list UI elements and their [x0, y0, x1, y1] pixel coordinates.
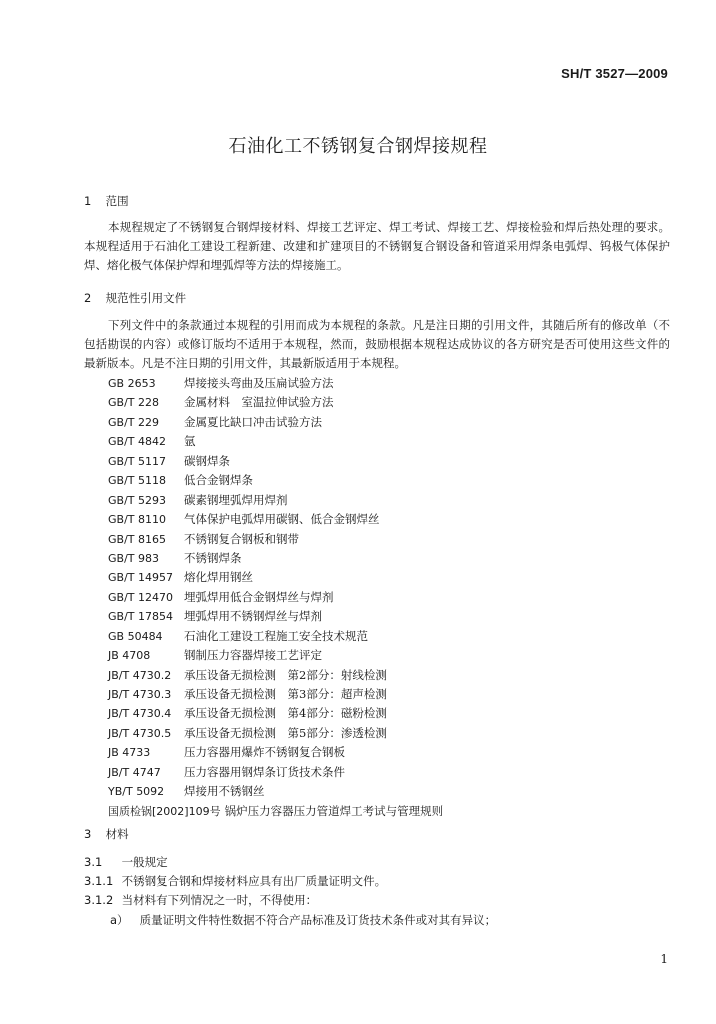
clause-3-1-2 [84, 892, 317, 908]
reference-code: JB 4733 [108, 746, 151, 760]
reference-code: GB/T 5117 [108, 454, 166, 468]
list-item-a [110, 912, 496, 928]
section-1-number: 1 [84, 194, 92, 208]
reference-title: 低合金钢焊条 [184, 473, 253, 488]
section-1-paragraph: 本规程规定了不锈钢复合钢焊接材料、焊接工艺评定、焊工考试、焊接工艺、焊接检验和焊后热处理的要求。本规程适用于石油化工建设工程新建、改建和扩建项目的不锈钢复合钢设备和管道采用焊条电弧焊、钨极气体保护焊、熔化极气体保护焊和埋弧焊等方法的焊接施工。 [84, 220, 670, 272]
reference-item [108, 744, 443, 763]
section-2-title: 规范性引用文件 [105, 291, 187, 305]
reference-title: 锅炉压力容器压力管道焊工考试与管理规则 [224, 803, 444, 818]
reference-code: GB/T 228 [108, 396, 159, 410]
reference-code: GB/T 4842 [108, 435, 166, 449]
section-1-title: 范围 [105, 194, 129, 208]
clause-text: 不锈钢复合钢和焊接材料应具有出厂质量证明文件。 [121, 874, 387, 888]
reference-item [108, 647, 443, 666]
reference-title: 焊接用不锈钢丝 [184, 784, 265, 799]
reference-item [108, 725, 443, 744]
reference-item [108, 550, 443, 569]
clause-text: 当材料有下列情况之一时，不得使用： [121, 893, 318, 907]
item-label: a） [110, 913, 129, 927]
reference-code: JB/T 4730.5 [108, 726, 172, 740]
reference-code: GB/T 229 [108, 415, 159, 429]
reference-code: YB/T 5092 [108, 785, 165, 799]
section-3-number: 3 [84, 827, 92, 841]
reference-list [108, 375, 443, 822]
section-2-number: 2 [84, 291, 92, 305]
reference-item [108, 803, 443, 822]
reference-item [108, 414, 443, 433]
reference-code: GB/T 17854 [108, 610, 173, 624]
reference-code: GB/T 8110 [108, 513, 166, 527]
clause-number: 3.1 [84, 855, 103, 869]
page-number: 1 [660, 952, 668, 966]
reference-title: 氩 [184, 434, 196, 449]
reference-code: GB/T 5118 [108, 474, 166, 488]
reference-item [108, 472, 443, 491]
reference-item [108, 608, 443, 627]
reference-item [108, 628, 443, 647]
reference-item [108, 394, 443, 413]
document-title: 石油化工不锈钢复合钢焊接规程 [228, 136, 488, 157]
reference-code: JB/T 4730.3 [108, 688, 172, 701]
reference-title: 气体保护电弧焊用碳钢、低合金钢焊丝 [184, 512, 380, 527]
reference-item [108, 492, 443, 511]
reference-title: 承压设备无损检测 第5部分：渗透检测 [184, 725, 387, 740]
clause-number: 3.1.1 [84, 874, 114, 888]
reference-code: GB 2653 [108, 377, 156, 390]
reference-code: 国质检锅[2002]109号 [108, 804, 221, 818]
section-1-heading [84, 193, 129, 209]
clause-text: 一般规定 [121, 855, 168, 869]
reference-title: 碳素钢埋弧焊用焊剂 [184, 492, 288, 507]
item-text: 质量证明文件特性数据不符合产品标准及订货技术条件或对其有异议； [139, 913, 497, 927]
reference-code: JB 4708 [108, 649, 151, 663]
reference-title: 承压设备无损检测 第3部分：超声检测 [184, 687, 387, 701]
reference-item [108, 531, 443, 550]
section-3-heading [84, 826, 129, 842]
reference-title: 压力容器用钢焊条订货技术条件 [184, 764, 345, 779]
reference-item [108, 667, 443, 686]
reference-code: GB/T 8165 [108, 532, 166, 546]
section-2-heading [84, 290, 186, 306]
reference-code: JB/T 4747 [108, 765, 161, 779]
reference-title: 钢制压力容器焊接工艺评定 [184, 648, 322, 663]
reference-title: 不锈钢复合钢板和钢带 [184, 531, 299, 546]
clause-3-1-1 [84, 873, 386, 889]
section-3-title: 材料 [105, 827, 129, 841]
reference-item [108, 705, 443, 724]
reference-code: JB/T 4730.4 [108, 707, 172, 721]
reference-item [108, 375, 443, 394]
reference-code: GB/T 5293 [108, 493, 166, 507]
reference-item [108, 433, 443, 452]
reference-title: 焊接接头弯曲及压扁试验方法 [184, 376, 334, 390]
standard-code: SH/T 3527—2009 [561, 66, 668, 81]
reference-title: 石油化工建设工程施工安全技术规范 [184, 628, 368, 643]
reference-code: GB/T 14957 [108, 571, 173, 585]
reference-title: 埋弧焊用不锈钢焊丝与焊剂 [184, 609, 322, 624]
reference-code: GB/T 983 [108, 551, 159, 565]
clause-3-1 [84, 854, 168, 870]
clause-number: 3.1.2 [84, 893, 114, 907]
reference-title: 熔化焊用钢丝 [184, 570, 253, 585]
reference-item [108, 453, 443, 472]
reference-item [108, 783, 443, 802]
section-2-paragraph: 下列文件中的条款通过本规程的引用而成为本规程的条款。凡是注日期的引用文件，其随后所有的修改单（不包括勘误的内容）或修订版均不适用于本规程，然而，鼓励根据本规程达成协议的各方研究是否可使用这些文件的最新版本。凡是不注日期的引用文件，其最新版适用于本规程。 [84, 318, 670, 370]
reference-item [108, 764, 443, 783]
reference-title: 不锈钢焊条 [184, 550, 242, 565]
reference-title: 承压设备无损检测 第2部分：射线检测 [184, 667, 387, 682]
reference-item [108, 686, 443, 705]
reference-item [108, 589, 443, 608]
reference-item [108, 511, 443, 530]
reference-code: GB/T 12470 [108, 590, 173, 604]
reference-title: 金属夏比缺口冲击试验方法 [184, 414, 322, 429]
reference-title: 碳钢焊条 [184, 453, 230, 468]
reference-title: 埋弧焊用低合金钢焊丝与焊剂 [184, 589, 334, 604]
reference-title: 压力容器用爆炸不锈钢复合钢板 [184, 745, 345, 760]
reference-code: GB 50484 [108, 629, 163, 643]
reference-title: 金属材料 室温拉伸试验方法 [184, 395, 334, 410]
reference-title: 承压设备无损检测 第4部分：磁粉检测 [184, 706, 387, 721]
reference-code: JB/T 4730.2 [108, 668, 172, 682]
reference-item [108, 569, 443, 588]
